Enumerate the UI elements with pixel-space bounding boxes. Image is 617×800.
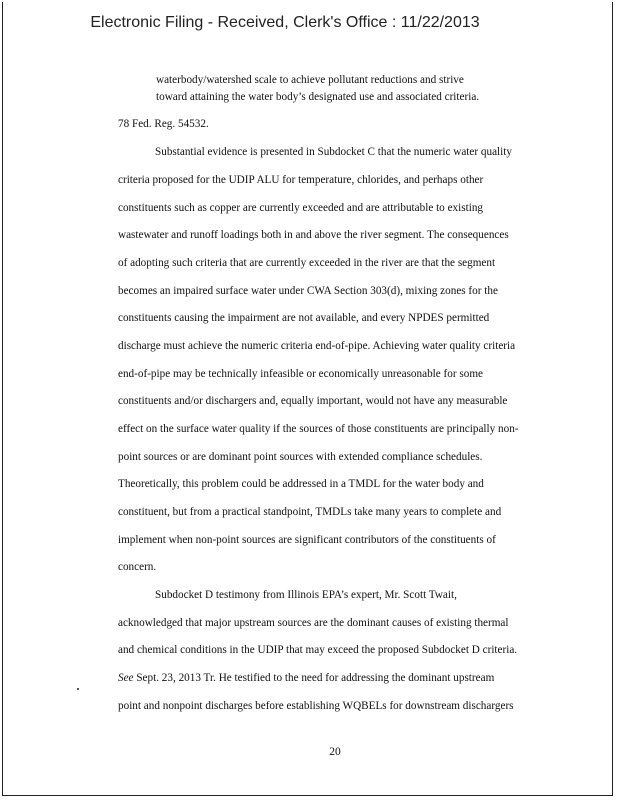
paragraph-line: criteria proposed for the UDIP ALU for temperature, chlorides, and perhaps other — [118, 174, 484, 186]
paragraph-line: effect on the surface water quality if the sources of those constituents are principally non- — [118, 423, 519, 435]
paragraph-line: wastewater and runoff loadings both in and above the river segment. The consequences — [118, 229, 509, 241]
quote-line: waterbody/watershed scale to achieve pollutant reductions and strive — [156, 74, 464, 86]
paragraph-line: Theoretically, this problem could be addressed in a TMDL for the water body and — [118, 478, 484, 490]
scan-speck — [77, 688, 79, 690]
paragraph-line: implement when non-point sources are significant contributors of the constituents of — [118, 534, 496, 546]
paragraph-line: constituents such as copper are currently exceeded and are attributable to existing — [118, 202, 484, 214]
paragraph-line: becomes an impaired surface water under CWA Section 303(d), mixing zones for the — [118, 285, 498, 297]
paragraph-line: point sources or are dominant point sources with extended compliance schedules. — [118, 451, 483, 463]
quote-line: toward attaining the water body’s designated use and associated criteria. — [156, 91, 480, 103]
paragraph-line: Subdocket D testimony from Illinois EPA’s expert, Mr. Scott Twait, — [155, 589, 457, 601]
paragraph-line: discharge must achieve the numeric criteria end-of-pipe. Achieving water quality criteria — [118, 340, 516, 352]
paragraph-line: acknowledged that major upstream sources are the dominant causes of existing thermal — [118, 617, 509, 629]
filing-header: Electronic Filing - Received, Clerk's Office : 11/22/2013 — [90, 14, 480, 31]
paragraph-line: constituents and/or dischargers and, equally important, would not have any measurable — [118, 395, 508, 407]
paragraph-line: and chemical conditions in the UDIP that may exceed the proposed Subdocket D criteria. — [118, 644, 518, 656]
citation: 78 Fed. Reg. 54532. — [118, 118, 209, 130]
paragraph-line: See Sept. 23, 2013 Tr. He testified to the need for addressing the dominant upstream — [118, 672, 495, 684]
paragraph-line: concern. — [118, 561, 157, 573]
paragraph-line: point and nonpoint discharges before establishing WQBELs for downstream dischargers — [118, 700, 514, 712]
paragraph-line: end-of-pipe may be technically infeasible or economically unreasonable for some — [118, 368, 484, 380]
paragraph-line: Substantial evidence is presented in Subdocket C that the numeric water quality — [155, 146, 512, 158]
paragraph-line: constituents causing the impairment are not available, and every NPDES permitted — [118, 312, 490, 324]
block-quote — [156, 72, 479, 106]
paragraph-line: constituent, but from a practical standpoint, TMDLs take many years to complete and — [118, 506, 502, 518]
paragraph-line: of adopting such criteria that are currently exceeded in the river are that the segment — [118, 257, 496, 269]
page-number: 20 — [329, 746, 341, 758]
